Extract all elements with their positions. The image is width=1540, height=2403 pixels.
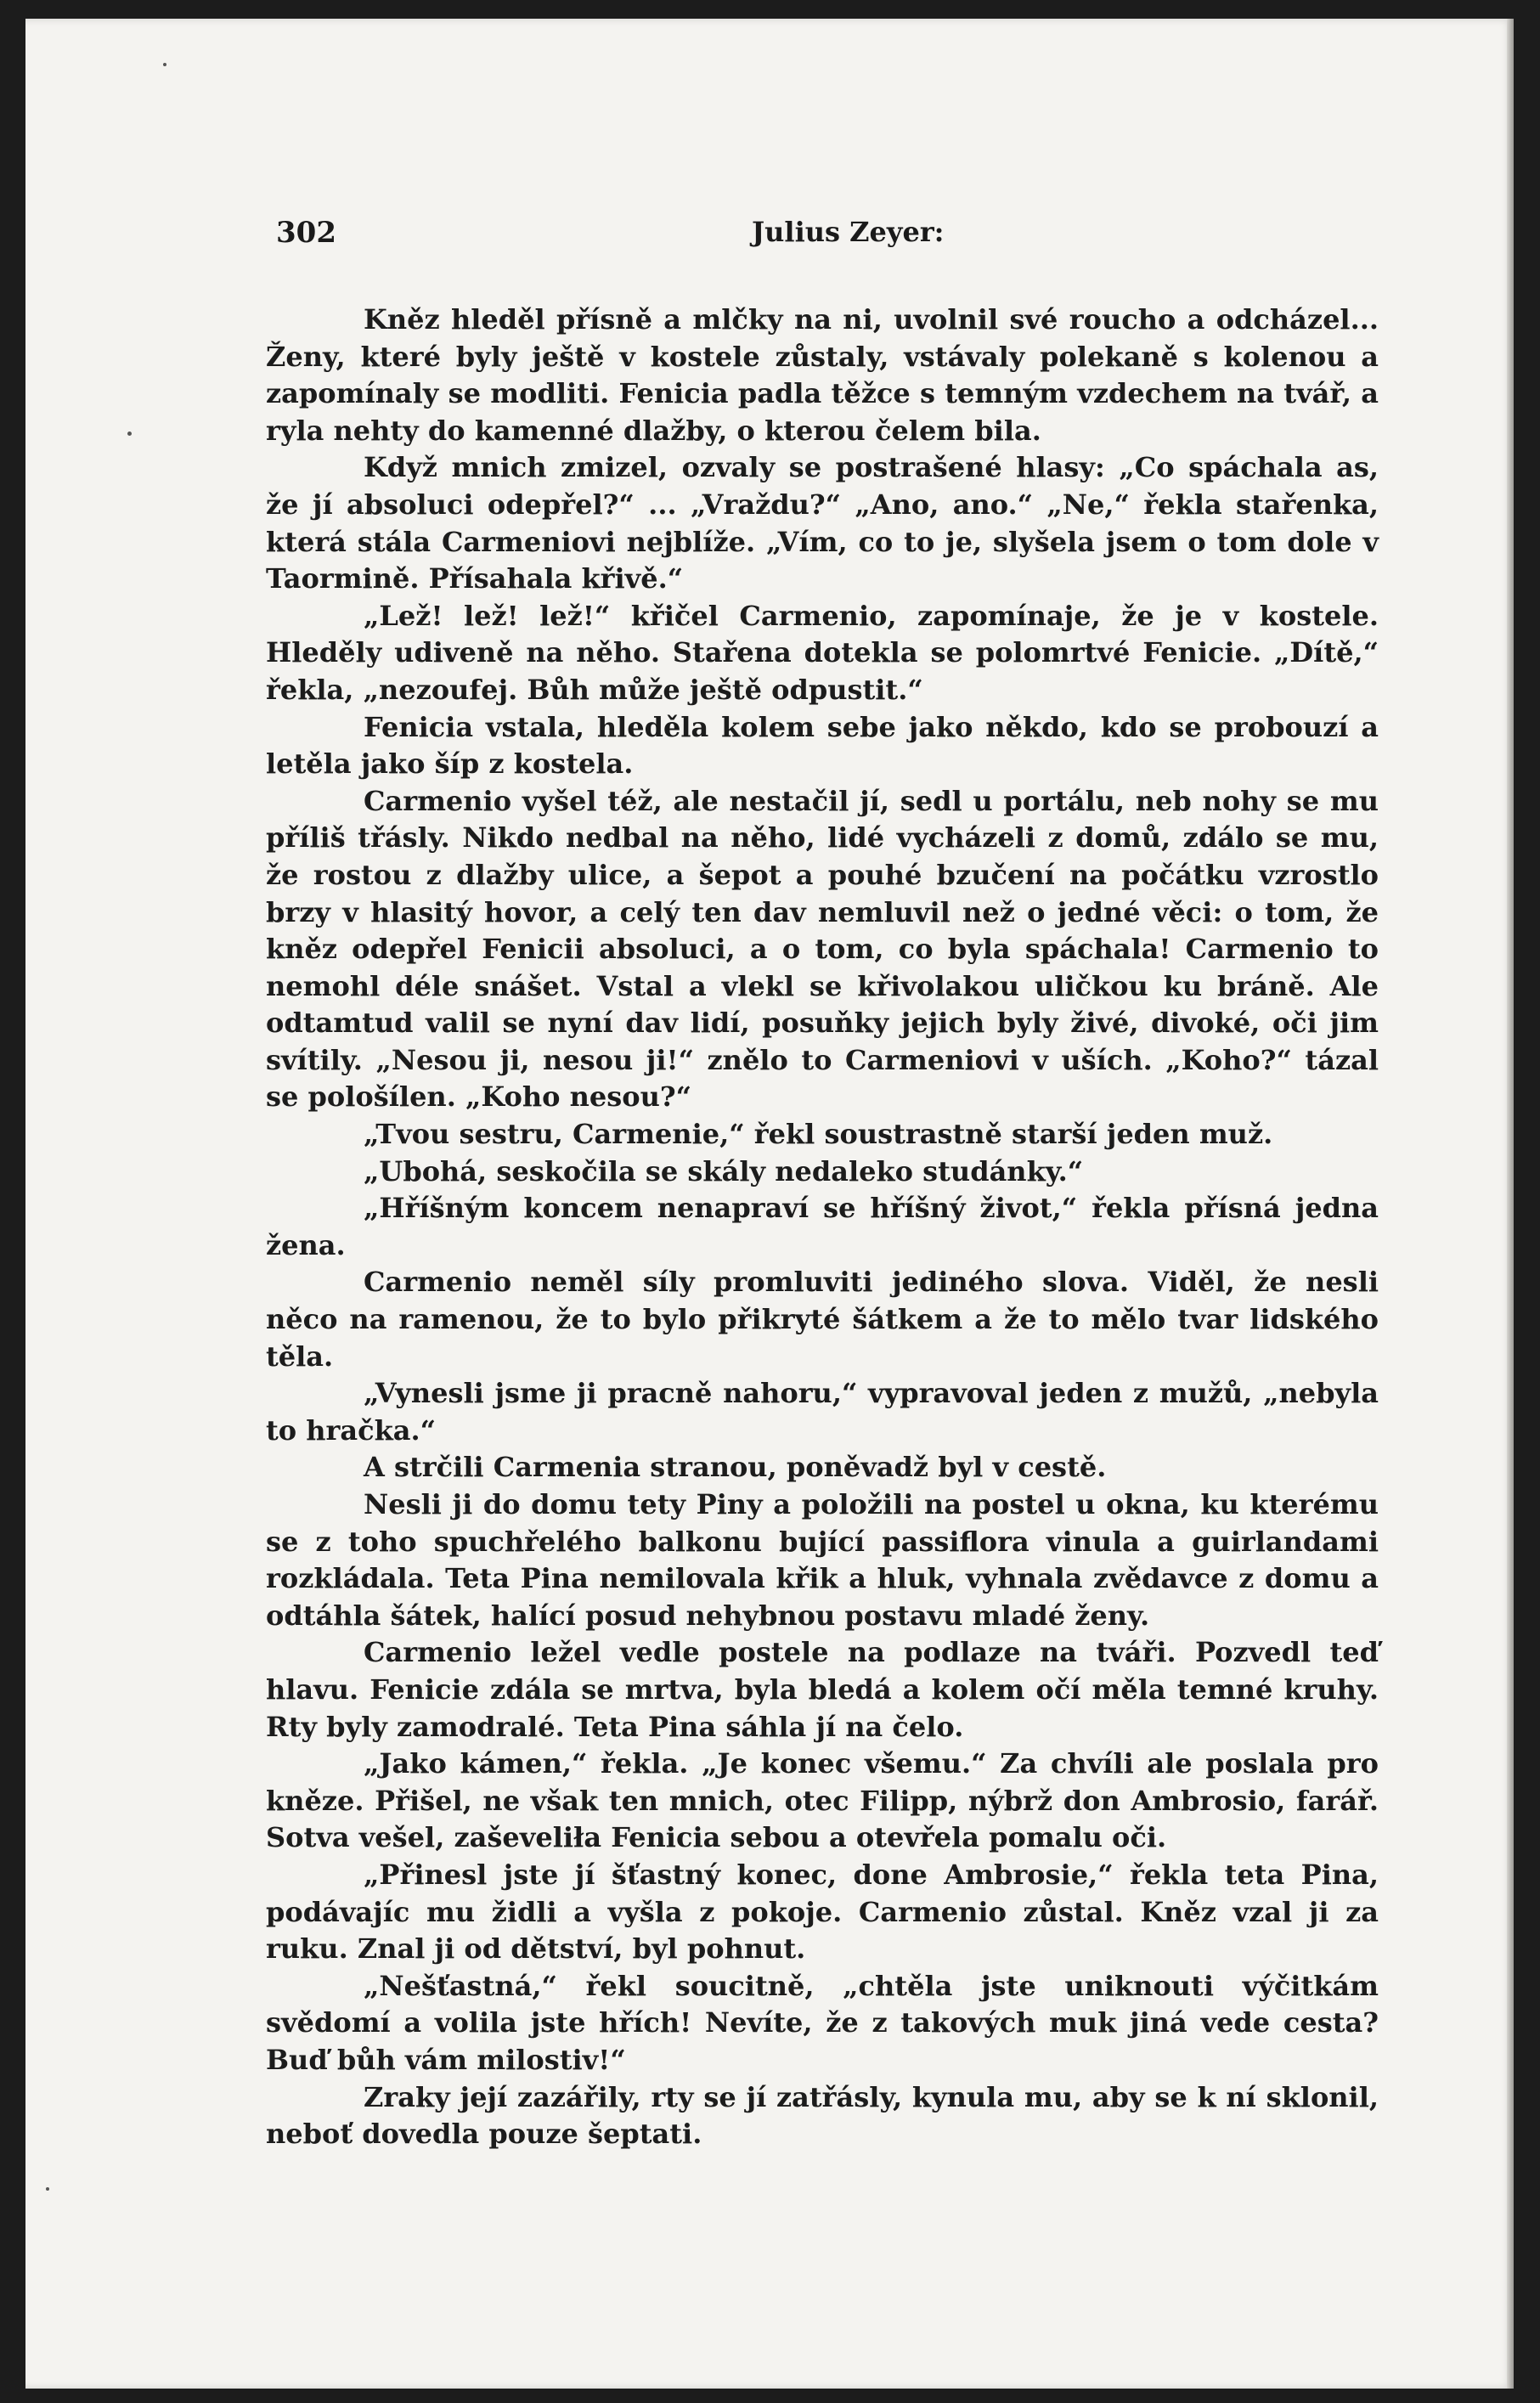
- paragraph: Když mnich zmizel, ozvaly se postrašené hlasy: „Co spáchala as, že jí absoluci odepřel?“ ... „Vraždu?“ „Ano, ano.“ „Ne,“ řekla stařenka, která stála Carmeniovi nejblíže. „Vím, co to je, slyšela jsem o tom dole v Taormině. Přísahala křivě.“: [266, 451, 1379, 595]
- scan-speck: [127, 432, 132, 436]
- paragraph: „Jako kámen,“ řekla. „Je konec všemu.“ Za chvíli ale poslala pro kněze. Přišel, ne však ten mnich, otec Filipp, nýbrž don Ambrosio, farář. Sotva vešel, zaševeliła Fenicia sebou a otevřela pomalu oči.: [266, 1747, 1379, 1854]
- scan-speck: [163, 63, 166, 66]
- running-title: Julius Zeyer:: [752, 216, 945, 248]
- paragraph: Carmenio vyšel též, ale nestačil jí, sedl u portálu, neb nohy se mu příliš třásly. Nikdo nedbal na něho, lidé vycházeli z domů, zdálo se mu, že rostou z dlažby ulice, a šepot a pouhé bzučení na počátku vzrostlo brzy v hlasitý hovor, a celý ten dav nemluvil než o jedné věci: o tom, že kněz odepřel Fenicii absoluci, a o tom, co byla spáchala! Carmenio to nemohl déle snášet. Vstal a vlekl se křivolakou uličkou ku bráně. Ale odtamtud valil se nyní dav lidí, posuňky jejich byly živé, divoké, oči jim svítily. „Nesou ji, nesou ji!“ znělo to Carmeniovi v uších. „Koho?“ tázal se pološílen. „Koho nesou?“: [266, 784, 1379, 1114]
- page-edge-shadow: [1507, 19, 1514, 2389]
- paragraph: Kněz hleděl přísně a mlčky na ni, uvolnil své roucho a odcházel... Ženy, které byly ještě v kostele zůstaly, vstávaly polekaně s kolenou a zapomínaly se modliti. Fenicia padla těžce s temným vzdechem na tvář, a ryla nehty do kamenné dlažby, o kterou čelem bila.: [266, 303, 1379, 447]
- paragraph: „Ubohá, seskočila se skály nedaleko studánky.“: [364, 1154, 1084, 1187]
- paragraph: „Lež! lež! lež!“ křičel Carmenio, zapomínaje, že je v kostele. Hleděly udiveně na něho. Stařena dotekla se polomrtvé Fenicie. „Dítě,“ řekla, „nezoufej. Bůh může ještě odpustit.“: [266, 599, 1379, 706]
- paragraph: A strčili Carmenia stranou, poněvadž byl v cestě.: [364, 1451, 1107, 1484]
- paragraph: „Přinesl jste jí šťastný konec, done Ambrosie,“ řekla teta Pina, podávajíc mu židli a vyšla z pokoje. Carmenio zůstal. Kněz vzal ji za ruku. Znal ji od dětství, byl pohnut.: [266, 1858, 1379, 1966]
- paragraph: „Tvou sestru, Carmenie,“ řekl soustrastně starší jeden muž.: [364, 1118, 1273, 1151]
- page-header: [276, 216, 1007, 258]
- paragraph: Carmenio ležel vedle postele na podlaze na tváři. Pozvedl teď hlavu. Fenicie zdála se mrtva, byla bledá a kolem očí měla temné kruhy. Rty byly zamodralé. Teta Pina sáhla jí na čelo.: [266, 1636, 1379, 1743]
- paragraph: „Vynesli jsme ji pracně nahoru,“ vypravoval jeden z mužů, „nebyla to hračka.“: [266, 1377, 1379, 1447]
- page-number: 302: [276, 216, 336, 250]
- paragraph: „Nešťastná,“ řekl soucitně, „chtěla jste uniknouti výčitkám svědomí a volila jste hřích! Nevíte, že z takových muk jiná vede cesta? Buď bůh vám milostiv!“: [266, 1969, 1379, 2076]
- paragraph: Zraky její zazářily, rty se jí zatřásly, kynula mu, aby se k ní sklonil, neboť dovedla pouze šeptati.: [266, 2080, 1379, 2151]
- body-text: [266, 302, 1379, 2153]
- paragraph: Nesli ji do domu tety Piny a položili na postel u okna, ku kterému se z toho spuchřelého balkonu bující passiflora vinula a guirlandami rozkládala. Teta Pina nemilovala křik a hluk, vyhnala zvědavce z domu a odtáhla šátek, halící posud nehybnou postavu mladé ženy.: [266, 1488, 1379, 1632]
- paragraph: „Hříšným koncem nenapraví se hříšný život,“ řekla přísná jedna žena.: [266, 1192, 1379, 1261]
- paragraph: Fenicia vstala, hleděla kolem sebe jako někdo, kdo se probouzí a letěla jako šíp z kostela.: [266, 710, 1379, 781]
- scan-speck: [46, 2187, 49, 2191]
- paragraph: Carmenio neměl síly promluviti jediného slova. Viděl, že nesli něco na ramenou, že to bylo přikryté šátkem a že to mělo tvar lidského těla.: [266, 1266, 1379, 1373]
